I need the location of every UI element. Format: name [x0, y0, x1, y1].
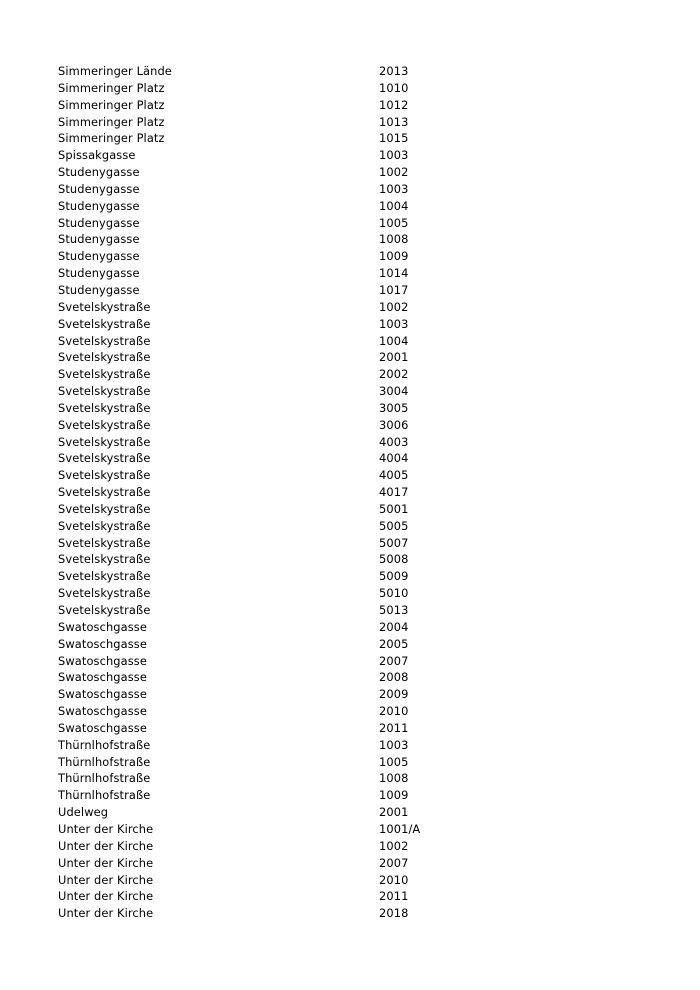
house-number: 4003 [379, 434, 409, 449]
house-number: 1003 [379, 737, 409, 752]
house-number: 2009 [379, 687, 409, 702]
street-name: Studenygasse [58, 215, 140, 230]
house-number: 2013 [379, 64, 409, 78]
list-item [58, 653, 638, 670]
street-name: Simmeringer Platz [58, 97, 165, 112]
street-name: Svetelskystraße [58, 501, 151, 516]
street-name: Svetelskystraße [58, 586, 151, 601]
house-number: 2001 [379, 805, 409, 820]
street-name: Svetelskystraße [58, 603, 151, 617]
street-name: Swatoschgasse [58, 636, 147, 651]
list-item [58, 872, 638, 889]
street-name: Unter der Kirche [58, 838, 154, 853]
house-number: 5010 [379, 586, 409, 601]
street-name: Svetelskystraße [58, 333, 151, 348]
street-name: Studenygasse [58, 165, 140, 180]
list-item [58, 585, 638, 602]
street-name: Unter der Kirche [58, 855, 154, 870]
list-item [58, 905, 638, 922]
list-item [58, 63, 638, 80]
street-name: Svetelskystraße [58, 367, 151, 382]
list-item [58, 484, 638, 501]
house-number: 2010 [379, 704, 409, 719]
street-name: Thürnlhofstraße [58, 754, 151, 769]
house-number: 5001 [379, 501, 409, 516]
list-item [58, 787, 638, 804]
list-item [58, 417, 638, 434]
street-name: Swatoschgasse [58, 653, 147, 668]
house-number: 2011 [379, 720, 409, 735]
street-name: Svetelskystraße [58, 299, 151, 314]
list-item [58, 248, 638, 265]
list-item [58, 299, 638, 316]
street-name: Swatoschgasse [58, 687, 147, 702]
street-name: Svetelskystraße [58, 485, 151, 500]
street-name: Studenygasse [58, 249, 140, 264]
list-item [58, 164, 638, 181]
list-item [58, 114, 638, 131]
list-item [58, 669, 638, 686]
house-number: 2008 [379, 670, 409, 685]
list-item [58, 198, 638, 215]
street-name: Simmeringer Lände [58, 64, 172, 78]
street-name: Unter der Kirche [58, 906, 154, 921]
house-number: 3004 [379, 384, 409, 399]
house-number: 2011 [379, 889, 409, 904]
street-name: Swatoschgasse [58, 720, 147, 735]
list-item [58, 636, 638, 653]
list-item [58, 383, 638, 400]
street-name: Thürnlhofstraße [58, 771, 151, 786]
list-item [58, 467, 638, 484]
list-item [58, 855, 638, 872]
house-number: 1009 [379, 788, 409, 803]
house-number: 1009 [379, 249, 409, 264]
street-name: Svetelskystraße [58, 552, 151, 567]
list-item [58, 501, 638, 518]
list-item [58, 400, 638, 417]
list-item [58, 770, 638, 787]
house-number: 4004 [379, 451, 409, 466]
list-item [58, 619, 638, 636]
street-name: Simmeringer Platz [58, 80, 165, 95]
house-number: 5007 [379, 535, 409, 550]
street-name: Studenygasse [58, 282, 140, 297]
list-item [58, 450, 638, 467]
house-number: 1015 [379, 131, 409, 146]
house-number: 1003 [379, 181, 409, 196]
list-item [58, 568, 638, 585]
house-number: 1008 [379, 232, 409, 247]
street-name: Swatoschgasse [58, 670, 147, 685]
list-item [58, 838, 638, 855]
street-name: Spissakgasse [58, 148, 136, 163]
list-item [58, 754, 638, 771]
house-number: 2010 [379, 872, 409, 887]
street-name: Svetelskystraße [58, 434, 151, 449]
street-name: Studenygasse [58, 181, 140, 196]
street-name: Unter der Kirche [58, 821, 154, 836]
house-number: 2018 [379, 906, 409, 921]
house-number: 1005 [379, 754, 409, 769]
house-number: 1014 [379, 266, 409, 281]
list-item [58, 265, 638, 282]
street-name: Svetelskystraße [58, 518, 151, 533]
list-item [58, 366, 638, 383]
street-name: Unter der Kirche [58, 889, 154, 904]
street-name: Svetelskystraße [58, 350, 151, 365]
list-item [58, 551, 638, 568]
house-number: 1002 [379, 838, 409, 853]
house-number: 1010 [379, 80, 409, 95]
house-number: 4005 [379, 468, 409, 483]
list-item [58, 80, 638, 97]
list-item [58, 147, 638, 164]
street-name: Svetelskystraße [58, 417, 151, 432]
list-item [58, 333, 638, 350]
house-number: 1005 [379, 215, 409, 230]
street-name: Svetelskystraße [58, 569, 151, 584]
street-name: Svetelskystraße [58, 400, 151, 415]
list-item [58, 434, 638, 451]
street-name: Svetelskystraße [58, 316, 151, 331]
street-name: Unter der Kirche [58, 872, 154, 887]
house-number: 1013 [379, 114, 409, 129]
house-number: 1008 [379, 771, 409, 786]
house-number: 3005 [379, 400, 409, 415]
street-name: Studenygasse [58, 232, 140, 247]
house-number: 1004 [379, 198, 409, 213]
list-item [58, 316, 638, 333]
street-name: Simmeringer Platz [58, 131, 165, 146]
street-name: Simmeringer Platz [58, 114, 165, 129]
list-item [58, 282, 638, 299]
list-item [58, 215, 638, 232]
list-item [58, 130, 638, 147]
list-item [58, 231, 638, 248]
house-number: 2002 [379, 367, 409, 382]
address-list [58, 63, 638, 922]
street-name: Svetelskystraße [58, 384, 151, 399]
house-number: 3006 [379, 417, 409, 432]
house-number: 2007 [379, 653, 409, 668]
list-item [58, 686, 638, 703]
house-number: 5005 [379, 518, 409, 533]
house-number: 5009 [379, 569, 409, 584]
house-number: 2004 [379, 619, 409, 634]
list-item [58, 535, 638, 552]
list-item [58, 888, 638, 905]
list-item [58, 720, 638, 737]
street-name: Studenygasse [58, 198, 140, 213]
house-number: 1012 [379, 97, 409, 112]
house-number: 1004 [379, 333, 409, 348]
list-item [58, 181, 638, 198]
house-number: 5013 [379, 603, 409, 617]
street-name: Svetelskystraße [58, 535, 151, 550]
list-item [58, 703, 638, 720]
list-item [58, 821, 638, 838]
house-number: 2001 [379, 350, 409, 365]
house-number: 5008 [379, 552, 409, 567]
list-item [58, 804, 638, 821]
list-item [58, 737, 638, 754]
street-name: Svetelskystraße [58, 468, 151, 483]
street-name: Thürnlhofstraße [58, 788, 151, 803]
street-name: Thürnlhofstraße [58, 737, 151, 752]
street-name: Swatoschgasse [58, 619, 147, 634]
house-number: 1003 [379, 316, 409, 331]
street-name: Swatoschgasse [58, 704, 147, 719]
house-number: 1002 [379, 165, 409, 180]
street-name: Udelweg [58, 805, 109, 820]
list-item [58, 518, 638, 535]
house-number: 2005 [379, 636, 409, 651]
street-name: Studenygasse [58, 266, 140, 281]
street-name: Svetelskystraße [58, 451, 151, 466]
house-number: 1002 [379, 299, 409, 314]
house-number: 1017 [379, 282, 409, 297]
house-number: 1003 [379, 148, 409, 163]
house-number: 1001/A [379, 821, 421, 836]
list-item [58, 602, 638, 619]
house-number: 2007 [379, 855, 409, 870]
house-number: 4017 [379, 485, 409, 500]
list-item [58, 349, 638, 366]
list-item [58, 97, 638, 114]
